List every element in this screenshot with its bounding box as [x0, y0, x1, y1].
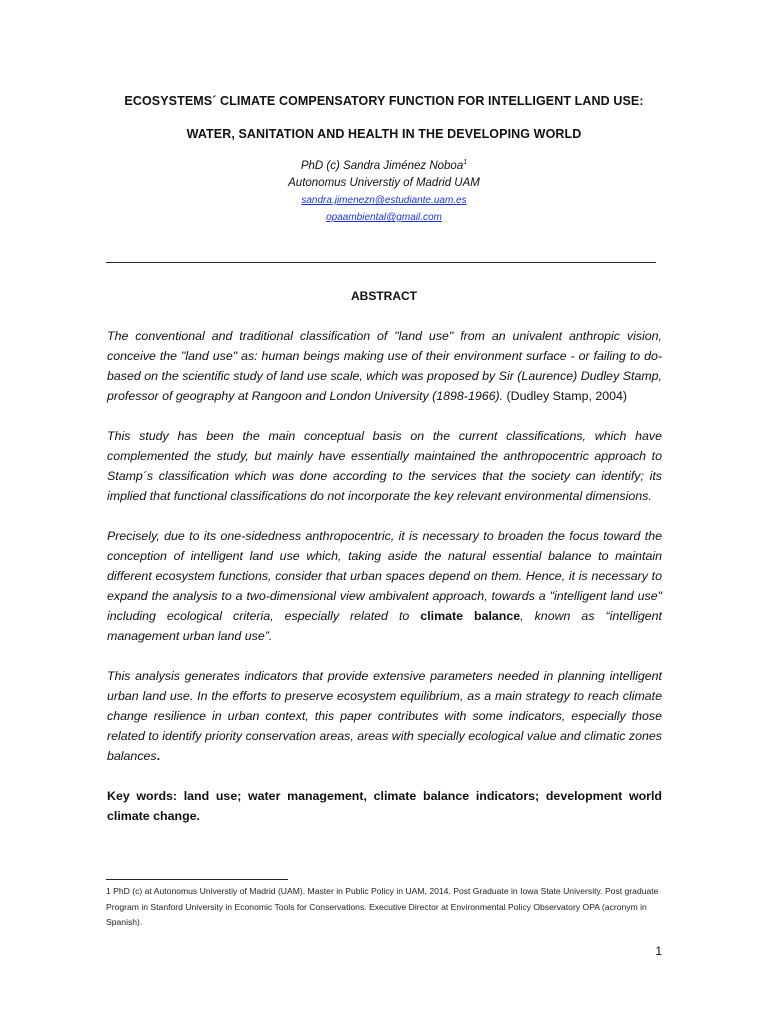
- title-line-2: WATER, SANITATION AND HEALTH IN THE DEVELOPING WORLD: [186, 127, 582, 141]
- abstract-paragraph-1: [107, 326, 662, 406]
- section-separator: [106, 262, 656, 263]
- footnote: 1 PhD (c) at Autonomus Universtiy of Madrid (UAM). Master in Public Policy in UAM, 2014. Post Graduate in Iowa State University. Post graduate Program in Stanford University in Economic Tools for Conservations. Executive Director at Environmental Policy Observatory OPA (acronym in Spanish).: [106, 886, 659, 927]
- paragraph-4-end: .: [156, 749, 161, 763]
- author-name: PhD (c) Sandra Jiménez Noboa: [300, 160, 464, 172]
- page-number: 1: [655, 944, 662, 958]
- footnote-marker[interactable]: 1: [463, 159, 468, 167]
- abstract-body: [107, 326, 662, 826]
- title-line-1: ECOSYSTEMS´ CLIMATE COMPENSATORY FUNCTION FOR INTELLIGENT LAND USE:: [124, 94, 644, 108]
- email-link-primary[interactable]: sandra.jimenezn@estudiante.uam.es: [301, 195, 467, 206]
- abstract-paragraph-2: This study has been the main conceptual basis on the current classifications, which have complemented the study, but mainly have essentially maintained the anthropocentric approach to Stamp´s classification which was done according to the services that the society can identify; its implied that functional classifications do not incorporate the key relevant environmental dimensions.: [107, 429, 662, 503]
- emphasis-climate-balance: climate balance: [420, 609, 521, 623]
- citation: (Dudley Stamp, 2004): [506, 389, 628, 403]
- author-affiliation: Autonomus Universtiy of Madrid UAM: [288, 177, 480, 189]
- abstract-heading: ABSTRACT: [351, 289, 417, 303]
- abstract-paragraph-3: [107, 526, 662, 646]
- author-block: [100, 158, 668, 226]
- abstract-paragraph-4: [107, 666, 662, 766]
- paragraph-4-text: This analysis generates indicators that provide extensive parameters needed in planning intelligent urban land use. In the efforts to preserve ecosystem equilibrium, as a main strategy to reach climate change resilience in urban context, this paper contributes with some indicators, especially those related to identify priority conservation areas, areas with specially ecological value and climatic zones balances: [107, 669, 662, 763]
- footnote-separator: [106, 879, 288, 880]
- paragraph-3-text-end: , known as “intelligent management urban land use”.: [107, 609, 662, 643]
- paragraph-3-text-start: Precisely, due to its one-sidedness anthropocentric, it is necessary to broaden the focus toward the conception of intelligent land use which, taking aside the natural essential balance to maintain different ecosystem functions, consider that urban spaces depend on them. Hence, it is necessary to expand the analysis to a two-dimensional view ambivalent approach, towards a "intelligent land use" including ecological criteria, especially related to: [107, 529, 662, 623]
- email-link-secondary[interactable]: opaambiental@gmail.com: [326, 212, 442, 223]
- keywords: Key words: land use; water management, climate balance indicators; development world climate change.: [107, 789, 662, 823]
- author-name-line: [100, 158, 668, 175]
- paragraph-1-text: The conventional and traditional classification of "land use" from an univalent anthropic vision, conceive the "land use" as: human beings making use of their environment surface - or failing to do- based on the scientific study of land use scale, which was proposed by Sir (Laurence) Dudley Stamp, professor of geography at Rangoon and London University (1898-1966).: [107, 329, 662, 403]
